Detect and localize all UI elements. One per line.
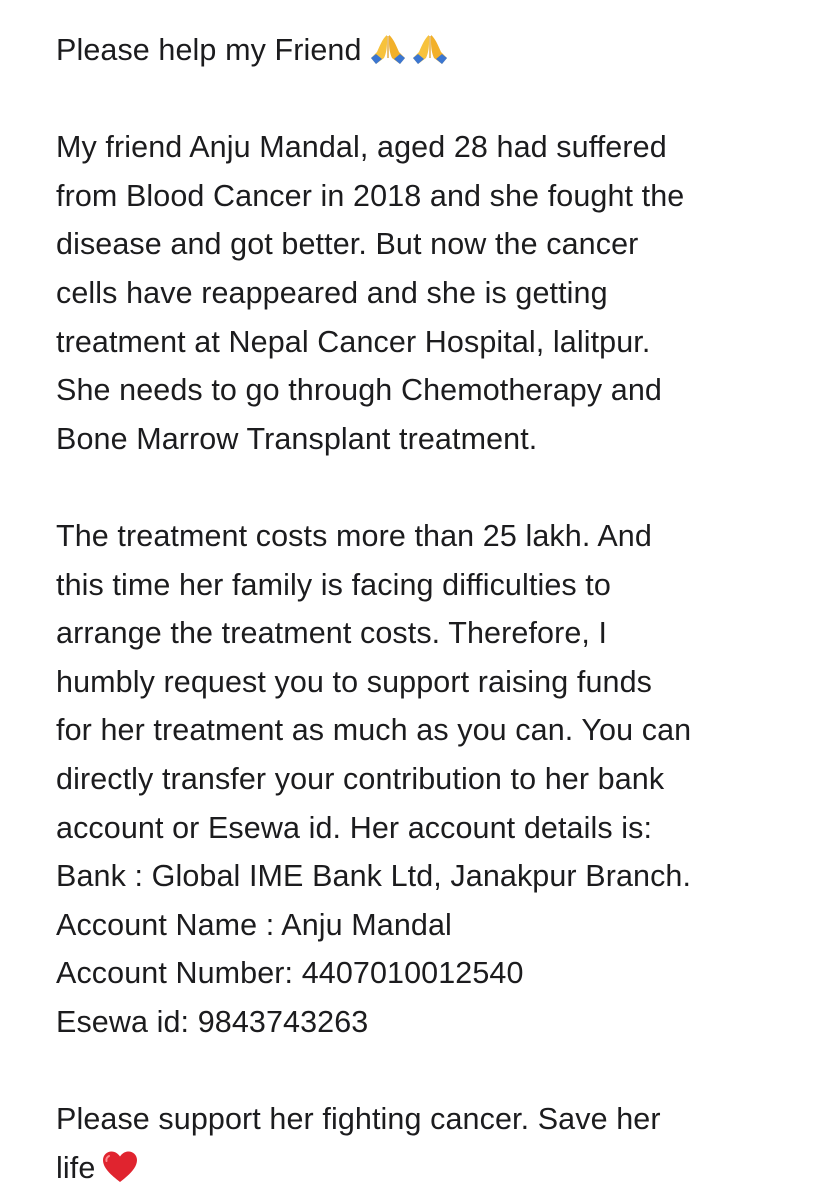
folded-hands-icon [410,32,450,66]
text-line: disease and got better. But now the cancer [56,227,639,262]
text-line: humbly request you to support raising funds [56,664,652,699]
text-line: directly transfer your contribution to her bank [56,761,665,796]
blank-line [56,1046,796,1095]
closing-text: life [56,1150,96,1185]
text-line: My friend Anju Mandal, aged 28 had suffered [56,130,667,165]
text-line: The treatment costs more than 25 lakh. And [56,518,652,553]
title-line [56,26,796,75]
esewa-id-line: Esewa id: 9843743263 [56,1004,369,1039]
folded-hands-icon [368,32,408,66]
text-line: from Blood Cancer in 2018 and she fought the [56,178,685,213]
title-text: Please help my Friend [56,33,362,67]
blank-line [56,463,796,512]
account-name-line: Account Name : Anju Mandal [56,907,452,942]
text-line: treatment at Nepal Cancer Hospital, lalitpur. [56,324,651,359]
text-line: She needs to go through Chemotherapy and [56,373,662,408]
closing-line-end [56,1144,796,1193]
blank-line [56,75,796,124]
closing-line: Please support her fighting cancer. Save her [56,1102,661,1137]
text-line: this time her family is facing difficulties to [56,567,611,602]
text-line: for her treatment as much as you can. You can [56,713,692,748]
text-line: account or Esewa id. Her account details is: [56,810,653,845]
bank-detail-line: Bank : Global IME Bank Ltd, Janakpur Branch. [56,859,692,894]
note-body [56,26,796,1192]
text-line: Bone Marrow Transplant treatment. [56,421,538,456]
account-number-line: Account Number: 4407010012540 [56,956,524,991]
red-heart-icon [101,1150,139,1184]
text-line: cells have reappeared and she is getting [56,275,608,310]
text-line: arrange the treatment costs. Therefore, I [56,616,608,651]
